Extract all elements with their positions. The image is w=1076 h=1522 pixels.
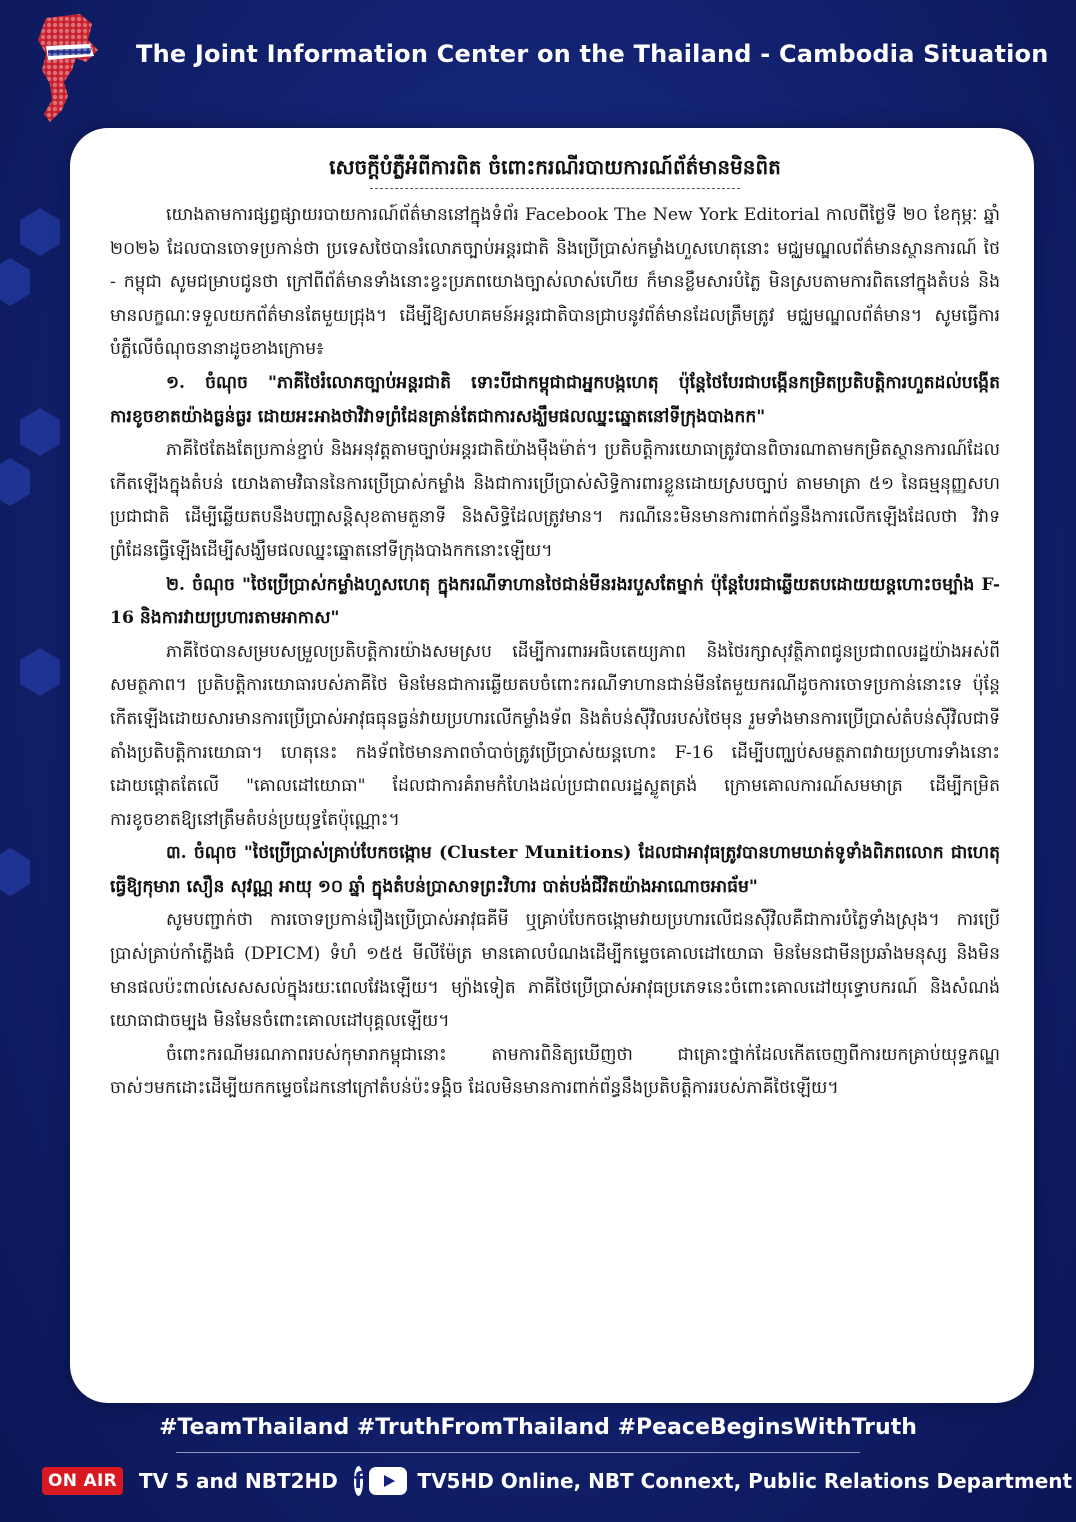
title-divider [370,188,740,189]
statement-card [70,128,1034,1403]
point-2-heading: ២. ចំណុច "ថៃប្រើប្រាស់កម្លាំងហួសហេតុ ក្នុងករណីទាហានថៃជាន់មីនរងរបួសតែម្នាក់ ប៉ុន្តែបែរជាឆ្លើយតបដោយយន្តហោះចម្បាំង F-16 និងការវាយប្រហារតាមអាកាស" [110,574,1000,629]
hexagon-decoration [0,160,70,1060]
facebook-icon: f [354,1466,364,1496]
online-channels-text: TV5HD Online, NBT Connext, Public Relations Department [417,1469,1073,1493]
document-title: សេចក្តីបំភ្លឺអំពីការពិត ចំពោះករណីរបាយការណ៍ព័ត៌មានមិនពិត [329,155,781,179]
thailand-map-logo-icon [28,10,118,130]
footer-broadcast-row [42,1464,1073,1498]
intro-paragraph: យោងតាមការផ្សព្វផ្សាយរបាយការណ៍ព័ត៌មាននៅក្នុងទំព័រ Facebook The New York Editorial កាលពីថ្ងៃទី ២០ ខែកុម្ភៈ ឆ្នាំ ២០២៦ ដែលបានចោទប្រកាន់ថា ប្រទេសថៃបានរំលោភច្បាប់អន្តរជាតិ និងប្រើប្រាស់កម្លាំងហួសហេតុនោះ មជ្ឈមណ្ឌលព័ត៌មានស្ថានការណ៍ ថៃ - កម្ពុជា សូមជម្រាបជូនថា ក្រៅពីព័ត៌មានទាំងនោះខ្វះប្រភពយោងច្បាស់លាស់ហើយ ក៏មានខ្លឹមសារបំភ្លៃ មិនស្របតាមការពិតនៅក្នុងតំបន់ និងមានលក្ខណៈទទួលយកព័ត៌មានតែមួយជ្រុង។ ដើម្បីឱ្យសហគមន៍អន្តរជាតិបានជ្រាបនូវព័ត៌មានដែលត្រឹមត្រូវ មជ្ឈមណ្ឌលព័ត៌មាន។ សូមធ្វើការបំភ្លឺលើចំណុចនានាដូចខាងក្រោម៖ [110,205,1000,360]
point-3-body-continued: ចំពោះករណីមរណភាពរបស់កុមារាកម្ពុជានោះ តាមការពិនិត្យឃើញថា ជាគ្រោះថ្នាក់ដែលកើតចេញពីការយកគ្រាប់យុទ្ធភណ្ឌចាស់ៗមកដោះដើម្បីយកកម្ទេចដែកនៅក្រៅតំបន់ប៉ះទង្គិច ដែលមិនមានការពាក់ព័ន្ធនឹងប្រតិបត្តិការរបស់ភាគីថៃឡើយ។ [110,1044,1000,1099]
point-3-body: សូមបញ្ជាក់ថា ការចោទប្រកាន់រឿងប្រើប្រាស់អាវុធគីមី ឬគ្រាប់បែកចង្កោមវាយប្រហារលើជនស៊ីវិលគឺជាការបំភ្លៃទាំងស្រុង។ ការប្រើប្រាស់គ្រាប់កាំភ្លើងធំ (DPICM) ទំហំ ១៥៥ មីលីម៉ែត្រ មានគោលបំណងដើម្បីកម្ទេចគោលដៅយោធា មិនមែនជាមីនប្រឆាំងមនុស្ស និងមិនមានផលប៉ះពាល់សេសសល់ក្នុងរយៈពេលវែងឡើយ។ ម្យ៉ាងទៀត ភាគីថៃប្រើប្រាស់អាវុធប្រភេទនេះចំពោះគោលដៅយុទ្ធោបករណ៍ និងសំណង់យោធាជាចម្បង មិនមែនចំពោះគោលដៅបុគ្គលឡើយ។ [110,910,1000,1032]
point-1-body: ភាគីថៃតែងតែប្រកាន់ខ្ជាប់ និងអនុវត្តតាមច្បាប់អន្តរជាតិយ៉ាងម៉ឺងម៉ាត់។ ប្រតិបត្តិការយោធាត្រូវបានពិចារណាតាមកម្រិតស្ថានការណ៍ដែលកើតឡើងក្នុងតំបន់ យោងតាមវិធាននៃការប្រើប្រាស់កម្លាំង និងជាការប្រើប្រាស់សិទ្ធិការពារខ្លួនដោយស្របច្បាប់ តាមមាត្រា ៥១ នៃធម្មនុញ្ញសហប្រជាជាតិ ដើម្បីឆ្លើយតបនឹងបញ្ហាសន្តិសុខតាមតួនាទី និងសិទ្ធិដែលត្រូវមាន។ ករណីនេះមិនមានការពាក់ព័ន្ធនឹងការលើកឡើងដែលថា វិវាទព្រំដែនធ្វើឡើងដើម្បីសង្ឃឹមផលឈ្នះឆ្នោតនៅទីក្រុងបាងកកនោះឡើយ។ [110,440,1000,561]
tv-channels-text: TV 5 and NBT2HD [138,1469,338,1493]
header-title: The Joint Information Center on the Thailand - Cambodia Situation [136,40,1049,68]
footer-divider [176,1452,860,1453]
on-air-badge: ON AIR [42,1467,123,1495]
footer-hashtags: #TeamThailand #TruthFromThailand #PeaceBeginsWithTruth [159,1415,917,1440]
point-2-body: ភាគីថៃបានសម្របសម្រួលប្រតិបត្តិការយ៉ាងសមស្រប ដើម្បីការពារអធិបតេយ្យភាព និងថៃរក្សាសុវត្ថិភាពជូនប្រជាពលរដ្ឋយ៉ាងអស់ពីសមត្ថភាព។ ប្រតិបត្តិការយោធារបស់ភាគីថៃ មិនមែនជាការឆ្លើយតបចំពោះករណីទាហានជាន់មីនតែមួយករណីដូចការចោទប្រកាន់នោះទេ ប៉ុន្តែកើតឡើងដោយសារមានការប្រើប្រាស់អាវុធធុនធ្ងន់វាយប្រហារលើកម្លាំងទ័ព និងតំបន់ស៊ីវិលរបស់ថៃមុន រួមទាំងមានការប្រើប្រាស់តំបន់ស៊ីវិលជាទីតាំងប្រតិបត្តិការយោធា។ ហេតុនេះ កងទ័ពថៃមានភាពចាំបាច់ត្រូវប្រើប្រាស់យន្តហោះ F-16 ដើម្បីបញ្ឈប់សមត្ថភាពវាយប្រហារទាំងនោះ ដោយផ្តោតតែលើ "គោលដៅយោធា" ដែលជាការគំរាមកំហែងដល់ប្រជាពលរដ្ឋស្លូតត្រង់ ក្រោមគោលការណ៍សមមាត្រ ដើម្បីកម្រិតការខូចខាតឱ្យនៅត្រឹមតំបន់ប្រយុទ្ធតែប៉ុណ្ណោះ។ [110,641,1000,830]
youtube-icon [369,1467,407,1495]
point-1-heading: ១. ចំណុច "ភាគីថៃរំលោភច្បាប់អន្តរជាតិ ទោះបីជាកម្ពុជាជាអ្នកបង្កហេតុ ប៉ុន្តែថៃបែរជាបង្កើនកម្រិតប្រតិបត្តិការហួតដល់បង្កើតការខូចខាតយ៉ាងធ្ងន់ធ្ងរ ដោយអះអាងថាវិវាទព្រំដែនគ្រាន់តែជាការសង្ឃឹមផលឈ្នះឆ្នោតនៅទីក្រុងបាងកក" [110,372,1000,427]
point-3-heading: ៣. ចំណុច "ថៃប្រើប្រាស់គ្រាប់បែកចង្កោម (Cluster Munitions) ដែលជាអាវុធត្រូវបានហាមឃាត់ទូទាំងពិភពលោក ជាហេតុធ្វើឱ្យកុមារា សឿន សុវណ្ណ អាយុ ១០ ឆ្នាំ ក្នុងតំបន់ប្រាសាទព្រះវិហារ បាត់បង់ជីវិតយ៉ាងអាណោចអាធ័ម" [110,843,1000,897]
